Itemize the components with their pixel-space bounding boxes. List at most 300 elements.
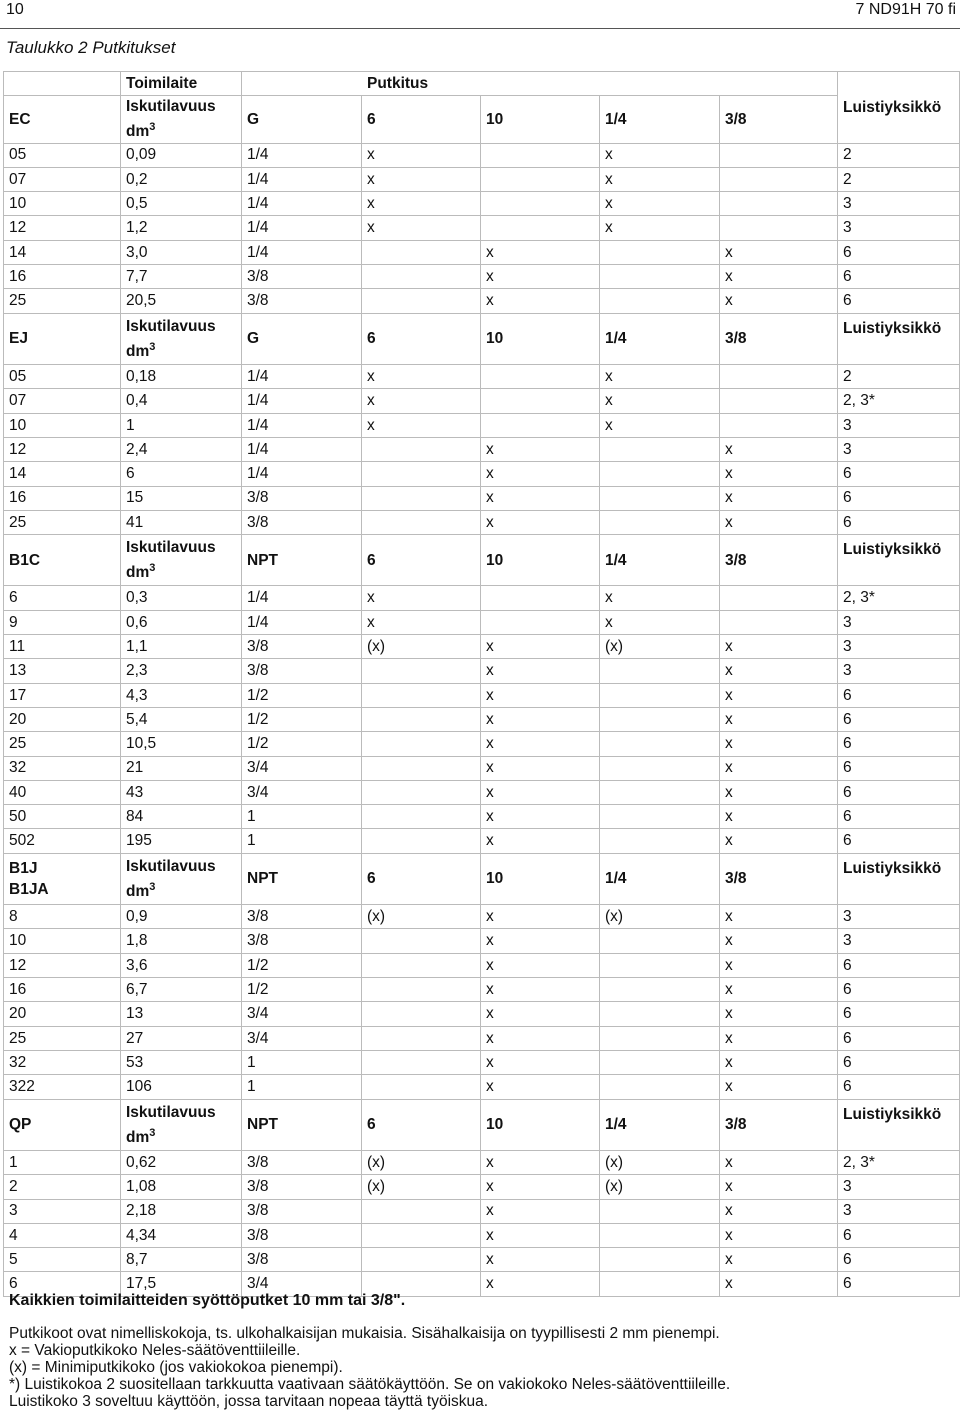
- tubing-size-header: G: [242, 96, 362, 143]
- table-cell: x: [720, 510, 838, 534]
- table-row: [4, 389, 960, 413]
- table-cell: 3/4: [242, 1026, 362, 1050]
- table-cell: [362, 805, 481, 829]
- table-cell: (x): [362, 635, 481, 659]
- table-row: [4, 732, 960, 756]
- table-cell: x: [720, 265, 838, 289]
- table-cell: 3: [838, 413, 960, 437]
- volume-unit: dm: [126, 1128, 150, 1146]
- table-cell: 13: [121, 1002, 242, 1026]
- table-cell: x: [362, 167, 481, 191]
- tubing-size-header: 1/4: [600, 1099, 720, 1150]
- table-cell: 2,3: [121, 659, 242, 683]
- table-cell: [481, 413, 600, 437]
- table-cell: 25: [4, 1026, 121, 1050]
- model-name: B1C: [9, 551, 41, 569]
- table-cell: [362, 732, 481, 756]
- volume-label: Iskutilavuus: [126, 1103, 216, 1121]
- table-cell: x: [720, 635, 838, 659]
- table-cell: 6: [838, 707, 960, 731]
- table-cell: 40: [4, 780, 121, 804]
- table-cell: x: [720, 805, 838, 829]
- table-cell: 6: [838, 240, 960, 264]
- note-line: (x) = Minimiputkikoko (jos vakiokokoa pienempi).: [9, 1359, 343, 1376]
- table-cell: 1/4: [242, 240, 362, 264]
- table-cell: [362, 1075, 481, 1099]
- piping-table-body: [4, 72, 960, 1297]
- table-cell: 3/8: [242, 635, 362, 659]
- table-row: [4, 192, 960, 216]
- table-cell: 3: [838, 929, 960, 953]
- table-cell: 3/4: [242, 1272, 362, 1296]
- table-cell: 0,09: [121, 143, 242, 167]
- table-cell: x: [720, 659, 838, 683]
- table-cell: 16: [4, 265, 121, 289]
- table-cell: x: [600, 365, 720, 389]
- table-cell: 1/4: [242, 586, 362, 610]
- table-cell: 6: [838, 289, 960, 313]
- table-cell: [362, 1248, 481, 1272]
- table-cell: 32: [4, 1050, 121, 1074]
- table-row: [4, 659, 960, 683]
- table-cell: [600, 1026, 720, 1050]
- section-header-row: [4, 853, 960, 904]
- table-cell: 25: [4, 510, 121, 534]
- table-cell: x: [362, 216, 481, 240]
- table-cell: 2, 3*: [838, 389, 960, 413]
- table-cell: 53: [121, 1050, 242, 1074]
- table-cell: 3: [838, 216, 960, 240]
- table-row: [4, 1175, 960, 1199]
- table-cell: 3/4: [242, 756, 362, 780]
- tubing-size-header: 6: [362, 853, 481, 904]
- table-cell: x: [481, 240, 600, 264]
- table-row: [4, 289, 960, 313]
- table-cell: x: [720, 486, 838, 510]
- table-cell: 4,34: [121, 1223, 242, 1247]
- table-cell: x: [720, 929, 838, 953]
- volume-header-cell: [121, 96, 242, 143]
- table-cell: 14: [4, 462, 121, 486]
- table-cell: x: [720, 953, 838, 977]
- table-cell: 32: [4, 756, 121, 780]
- table-cell: [600, 683, 720, 707]
- tubing-size-header: 1/4: [600, 96, 720, 143]
- tubing-size-header: 10: [481, 853, 600, 904]
- table-row: [4, 805, 960, 829]
- volume-label: Iskutilavuus: [126, 317, 216, 335]
- note-line: Putkikoot ovat nimelliskokoja, ts. ulkohalkaisijan mukaisia. Sisähalkaisija on tyypillisesti 2 mm pienempi.: [9, 1325, 720, 1342]
- section-header-row: [4, 535, 960, 586]
- table-cell: 17: [4, 683, 121, 707]
- tubing-header: Putkitus: [242, 72, 838, 96]
- table-row: [4, 486, 960, 510]
- table-cell: 8: [4, 905, 121, 929]
- table-cell: 10: [4, 929, 121, 953]
- table-cell: (x): [600, 635, 720, 659]
- table-cell: [720, 413, 838, 437]
- tubing-size-header: 1/4: [600, 313, 720, 364]
- page-header: [0, 0, 960, 29]
- table-cell: 1/4: [242, 216, 362, 240]
- table-cell: 6: [838, 1026, 960, 1050]
- table-cell: 195: [121, 829, 242, 853]
- table-cell: [362, 462, 481, 486]
- volume-header-cell: [121, 1099, 242, 1150]
- table-cell: x: [720, 462, 838, 486]
- table-cell: [600, 707, 720, 731]
- table-row: [4, 756, 960, 780]
- table-cell: x: [720, 1002, 838, 1026]
- table-cell: x: [481, 805, 600, 829]
- table-cell: x: [481, 683, 600, 707]
- table-cell: x: [481, 635, 600, 659]
- table-cell: 2, 3*: [838, 1150, 960, 1174]
- note-line: *) Luistikokoa 2 suositellaan tarkkuutta vaativaan säätökäyttöön. Se on vakiokoko Neles-säätöventtiileille.: [9, 1376, 731, 1393]
- tubing-size-header: 3/8: [720, 1099, 838, 1150]
- table-cell: 1/2: [242, 978, 362, 1002]
- table-cell: x: [600, 610, 720, 634]
- table-cell: 0,62: [121, 1150, 242, 1174]
- table-cell: [600, 805, 720, 829]
- table-cell: 4: [4, 1223, 121, 1247]
- table-cell: x: [481, 978, 600, 1002]
- table-row: [4, 610, 960, 634]
- table-cell: [362, 953, 481, 977]
- table-cell: x: [720, 732, 838, 756]
- booster-header: Luistiyksikkö: [838, 313, 960, 364]
- table-cell: [600, 659, 720, 683]
- table-cell: 10: [4, 192, 121, 216]
- table-cell: x: [720, 289, 838, 313]
- table-cell: 6: [838, 732, 960, 756]
- table-cell: [600, 437, 720, 461]
- table-cell: 0,18: [121, 365, 242, 389]
- table-cell: 3: [838, 610, 960, 634]
- table-cell: x: [481, 1026, 600, 1050]
- table-cell: x: [481, 1050, 600, 1074]
- table-cell: [362, 1002, 481, 1026]
- table-cell: 84: [121, 805, 242, 829]
- table-cell: 6: [838, 756, 960, 780]
- table-cell: 16: [4, 978, 121, 1002]
- table-cell: 6: [838, 829, 960, 853]
- volume-unit: dm: [126, 123, 150, 141]
- tubing-size-header: 1/4: [600, 853, 720, 904]
- table-row: [4, 510, 960, 534]
- table-cell: 3/4: [242, 1002, 362, 1026]
- table-cell: [362, 707, 481, 731]
- table-cell: 1/2: [242, 732, 362, 756]
- table-cell: [362, 1199, 481, 1223]
- table-cell: 5,4: [121, 707, 242, 731]
- table-cell: x: [720, 1248, 838, 1272]
- table-row: [4, 167, 960, 191]
- volume-unit-exponent: 3: [149, 1126, 156, 1139]
- table-cell: 1/4: [242, 610, 362, 634]
- table-cell: 0,2: [121, 167, 242, 191]
- table-cell: 6: [121, 462, 242, 486]
- table-row: [4, 462, 960, 486]
- table-row: [4, 1002, 960, 1026]
- table-cell: 3/8: [242, 510, 362, 534]
- tubing-size-header: 3/8: [720, 535, 838, 586]
- table-cell: [362, 289, 481, 313]
- table-cell: 05: [4, 365, 121, 389]
- table-cell: 6: [838, 780, 960, 804]
- actuator-header: Toimilaite: [121, 72, 242, 96]
- volume-label: Iskutilavuus: [126, 539, 216, 557]
- table-cell: 1: [242, 805, 362, 829]
- table-cell: [362, 978, 481, 1002]
- table-cell: 6: [838, 486, 960, 510]
- table-cell: 1,08: [121, 1175, 242, 1199]
- table-cell: 6: [838, 265, 960, 289]
- table-cell: x: [481, 1272, 600, 1296]
- volume-unit: dm: [126, 342, 150, 360]
- table-cell: x: [481, 756, 600, 780]
- table-cell: 1: [242, 1075, 362, 1099]
- table-cell: [362, 659, 481, 683]
- tubing-size-header: G: [242, 313, 362, 364]
- table-cell: [362, 1223, 481, 1247]
- table-cell: x: [720, 978, 838, 1002]
- table-cell: 3: [838, 437, 960, 461]
- table-cell: 1: [121, 413, 242, 437]
- table-cell: 1,1: [121, 635, 242, 659]
- table-cell: x: [481, 929, 600, 953]
- table-cell: 1/4: [242, 413, 362, 437]
- table-cell: 27: [121, 1026, 242, 1050]
- model-name: EJ: [9, 330, 28, 348]
- table-cell: 3/8: [242, 1199, 362, 1223]
- table-cell: 6: [838, 1223, 960, 1247]
- table-cell: [600, 1223, 720, 1247]
- table-cell: x: [362, 586, 481, 610]
- table-cell: 0,5: [121, 192, 242, 216]
- booster-header: Luistiyksikkö: [838, 535, 960, 586]
- tubing-size-header: 6: [362, 96, 481, 143]
- tubing-size-header: 10: [481, 1099, 600, 1150]
- table-cell: x: [720, 437, 838, 461]
- table-cell: 1/2: [242, 707, 362, 731]
- table-cell: 20: [4, 707, 121, 731]
- model-name: B1J: [9, 859, 38, 877]
- table-cell: 12: [4, 437, 121, 461]
- table-cell: 50: [4, 805, 121, 829]
- table-cell: 17,5: [121, 1272, 242, 1296]
- table-cell: 3/8: [242, 905, 362, 929]
- table-cell: 07: [4, 389, 121, 413]
- table-row: [4, 586, 960, 610]
- tubing-size-header: 1/4: [600, 535, 720, 586]
- volume-unit: dm: [126, 883, 150, 901]
- table-cell: [481, 389, 600, 413]
- table-cell: [362, 1050, 481, 1074]
- tubing-size-header: 6: [362, 1099, 481, 1150]
- table-cell: [362, 240, 481, 264]
- table-cell: 07: [4, 167, 121, 191]
- table-cell: 1,2: [121, 216, 242, 240]
- table-cell: 1: [242, 829, 362, 853]
- table-cell: x: [600, 143, 720, 167]
- volume-unit: dm: [126, 564, 150, 582]
- table-cell: 6: [838, 805, 960, 829]
- table-cell: 6: [838, 953, 960, 977]
- table-cell: 5: [4, 1248, 121, 1272]
- table-cell: 502: [4, 829, 121, 853]
- table-row: [4, 413, 960, 437]
- table-cell: 3/8: [242, 929, 362, 953]
- table-cell: x: [720, 1050, 838, 1074]
- table-cell: x: [600, 216, 720, 240]
- table-cell: x: [720, 683, 838, 707]
- table-cell: [362, 486, 481, 510]
- volume-label: Iskutilavuus: [126, 857, 216, 875]
- tubing-size-header: NPT: [242, 1099, 362, 1150]
- model-name: EC: [9, 110, 31, 128]
- section-model-cell: [4, 313, 121, 364]
- table-cell: x: [720, 1272, 838, 1296]
- table-cell: [600, 486, 720, 510]
- tubing-size-header: 6: [362, 535, 481, 586]
- table-cell: 1/4: [242, 192, 362, 216]
- booster-header: Luistiyksikkö: [838, 853, 960, 904]
- table-cell: [600, 978, 720, 1002]
- table-row: [4, 365, 960, 389]
- table-cell: x: [720, 707, 838, 731]
- table-cell: [600, 780, 720, 804]
- table-cell: 3/8: [242, 1175, 362, 1199]
- table-cell: x: [720, 905, 838, 929]
- table-cell: [600, 1199, 720, 1223]
- table-cell: [481, 610, 600, 634]
- tubing-size-header: 10: [481, 535, 600, 586]
- table-cell: x: [720, 1075, 838, 1099]
- table-cell: (x): [362, 1150, 481, 1174]
- table-cell: 3: [838, 659, 960, 683]
- table-cell: [481, 365, 600, 389]
- table-cell: x: [720, 1223, 838, 1247]
- notes-block: [9, 1325, 730, 1410]
- table-row: [4, 1026, 960, 1050]
- table-cell: 0,9: [121, 905, 242, 929]
- table-cell: x: [362, 365, 481, 389]
- table-cell: 2,4: [121, 437, 242, 461]
- table-cell: [600, 1272, 720, 1296]
- table-cell: 14: [4, 240, 121, 264]
- footnote-bold: Kaikkien toimilaitteiden syöttöputket 10 mm tai 3/8".: [9, 1292, 406, 1309]
- table-cell: [600, 462, 720, 486]
- document-code: 7 ND91H 70 fi: [855, 1, 956, 18]
- table-row: [4, 1223, 960, 1247]
- table-cell: 05: [4, 143, 121, 167]
- table-cell: [720, 167, 838, 191]
- table-cell: [362, 829, 481, 853]
- table-cell: 11: [4, 635, 121, 659]
- table-cell: x: [481, 486, 600, 510]
- table-cell: [720, 610, 838, 634]
- table-cell: [362, 265, 481, 289]
- table-cell: 3: [838, 192, 960, 216]
- table-row: [4, 437, 960, 461]
- table-cell: [362, 437, 481, 461]
- table-cell: [481, 192, 600, 216]
- table-cell: 1/2: [242, 683, 362, 707]
- table-cell: 3/8: [242, 1248, 362, 1272]
- table-cell: [600, 756, 720, 780]
- section-model-cell: [4, 853, 121, 904]
- table-cell: x: [720, 1150, 838, 1174]
- table-cell: x: [720, 1199, 838, 1223]
- table-row: [4, 1050, 960, 1074]
- note-line: x = Vakioputkikoko Neles-säätöventtiileille.: [9, 1342, 301, 1359]
- table-cell: 322: [4, 1075, 121, 1099]
- table-cell: 9: [4, 610, 121, 634]
- table-cell: [362, 756, 481, 780]
- table-cell: 1/4: [242, 462, 362, 486]
- section-model-cell: [4, 1099, 121, 1150]
- table-cell: x: [481, 829, 600, 853]
- table-cell: x: [481, 707, 600, 731]
- empty-header-cell: [4, 72, 121, 96]
- table-cell: [362, 683, 481, 707]
- table-cell: 4,3: [121, 683, 242, 707]
- table-cell: x: [481, 780, 600, 804]
- table-cell: 1/4: [242, 365, 362, 389]
- table-cell: [600, 953, 720, 977]
- table-cell: 6: [838, 462, 960, 486]
- table-cell: 10,5: [121, 732, 242, 756]
- table-row: [4, 780, 960, 804]
- table-cell: 1,8: [121, 929, 242, 953]
- table-cell: x: [481, 1199, 600, 1223]
- table-cell: x: [362, 143, 481, 167]
- model-name-2: B1JA: [9, 880, 49, 898]
- table-cell: 41: [121, 510, 242, 534]
- table-cell: [600, 510, 720, 534]
- table-cell: [600, 1075, 720, 1099]
- table-row: [4, 978, 960, 1002]
- table-title: Taulukko 2 Putkitukset: [6, 38, 176, 57]
- note-line: Luistikoko 3 soveltuu käyttöön, jossa tarvitaan nopeaa täyttä työiskua.: [9, 1393, 489, 1410]
- table-cell: x: [362, 610, 481, 634]
- table-cell: (x): [362, 1175, 481, 1199]
- table-cell: x: [720, 1026, 838, 1050]
- table-row: [4, 905, 960, 929]
- table-cell: x: [481, 905, 600, 929]
- table-cell: 3/8: [242, 486, 362, 510]
- table-top-header-row: [4, 72, 960, 96]
- table-cell: x: [720, 756, 838, 780]
- table-cell: 2: [4, 1175, 121, 1199]
- table-cell: x: [481, 462, 600, 486]
- table-cell: [600, 1002, 720, 1026]
- table-cell: x: [362, 192, 481, 216]
- tubing-size-header: 6: [362, 313, 481, 364]
- table-cell: (x): [600, 1150, 720, 1174]
- table-cell: 3/4: [242, 780, 362, 804]
- table-row: [4, 1150, 960, 1174]
- table-cell: 3: [838, 1199, 960, 1223]
- table-cell: [481, 216, 600, 240]
- booster-header: Luistiyksikkö: [838, 72, 960, 144]
- table-cell: x: [481, 510, 600, 534]
- table-cell: [600, 929, 720, 953]
- table-cell: 7,7: [121, 265, 242, 289]
- table-cell: 1/4: [242, 167, 362, 191]
- table-cell: 6: [838, 683, 960, 707]
